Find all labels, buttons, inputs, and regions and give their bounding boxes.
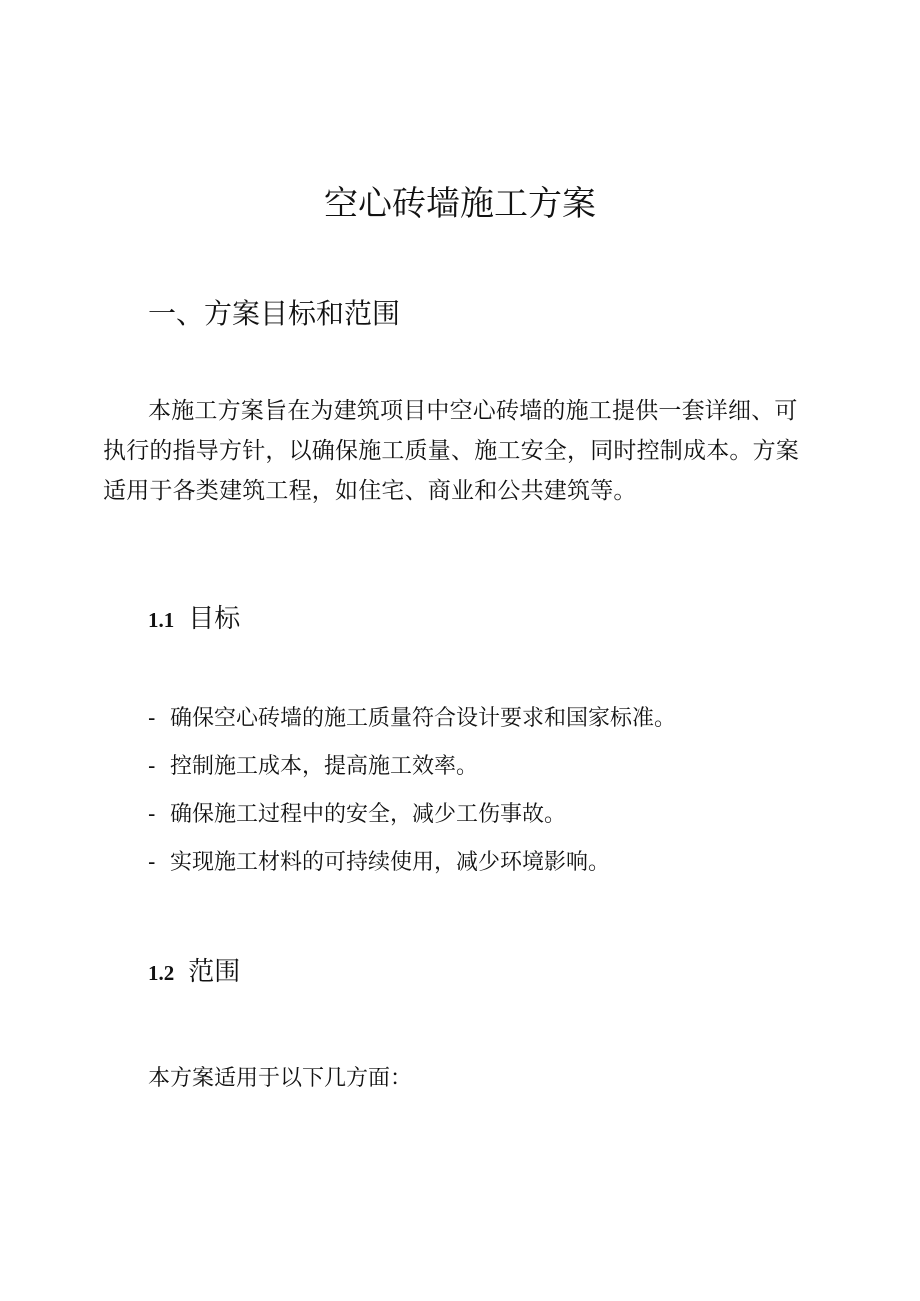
subsection-title: 目标 — [188, 604, 241, 634]
subsection-heading-goals — [148, 600, 240, 639]
list-item: - 实现施工材料的可持续使用，减少环境影响。 — [148, 850, 611, 875]
list-item: - 确保空心砖墙的施工质量符合设计要求和国家标准。 — [148, 706, 677, 731]
section-heading-goals-and-scope: 一、方案目标和范围 — [148, 297, 401, 330]
subsection-title: 范围 — [188, 957, 241, 987]
subsection-number: 1.2 — [148, 961, 175, 985]
subsection-number: 1.1 — [148, 608, 175, 632]
goals-list — [148, 695, 676, 887]
scope-lead-text: 本方案适用于以下几方面： — [148, 1066, 413, 1091]
list-item: - 确保施工过程中的安全，减少工伤事故。 — [148, 802, 567, 827]
list-item: - 控制施工成本，提高施工效率。 — [148, 754, 479, 779]
intro-paragraph: 本施工方案旨在为建筑项目中空心砖墙的施工提供一套详细、可执行的指导方针，以确保施工质量、施工安全，同时控制成本。方案适用于各类建筑工程，如住宅、商业和公共建筑等。 — [103, 398, 799, 504]
document-title: 空心砖墙施工方案 — [324, 184, 596, 224]
subsection-heading-scope — [148, 953, 240, 992]
